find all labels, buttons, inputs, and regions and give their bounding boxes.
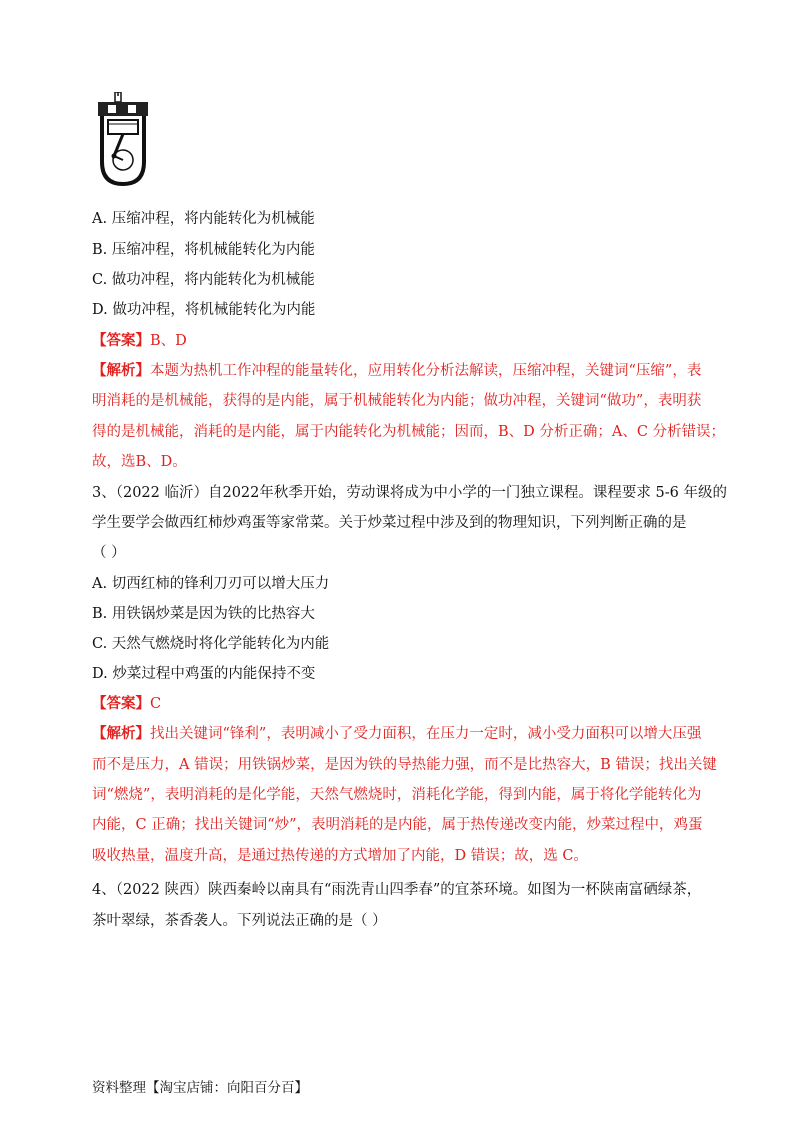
question3-blank: （ ） — [92, 545, 126, 561]
option-b: B. 压缩冲程，将机械能转化为内能 — [92, 242, 315, 258]
q3-option-b: B. 用铁锅炒菜是因为铁的比热容大 — [92, 606, 315, 622]
answer-tag: 【答案】 — [92, 332, 150, 349]
analysis-q3-line-3: 词“燃烧”，表明消耗的是化学能，天然气燃烧时，消耗化学能，得到内能，属于将化学能转化为 — [92, 787, 702, 803]
engine-cylinder-figure — [92, 92, 154, 188]
question4-line-2: 茶叶翠绿，茶香袭人。下列说法正确的是（ ） — [92, 913, 387, 929]
answer-value: B、D — [150, 333, 187, 349]
answer-tag: 【答案】 — [92, 695, 150, 712]
answer-q3 — [92, 694, 161, 714]
q3-option-a: A. 切西红柿的锋利刀刃可以增大压力 — [92, 576, 330, 592]
analysis-tag: 【解析】 — [92, 362, 150, 379]
question4-line-1: 4、（2022 陕西）陕西秦岭以南具有“雨洗青山四季春”的宜茶环境。如图为一杯陕南富硒绿茶， — [92, 882, 702, 898]
question3-line-1: 3、（2022 临沂）自2022年秋季开始，劳动课将成为中小学的一门独立课程。课程要求 5-6 年级的 — [92, 485, 727, 501]
analysis-q2-line-4: 故，选B、D。 — [92, 454, 187, 470]
analysis-q2-line-1 — [92, 361, 701, 381]
analysis-tag: 【解析】 — [92, 725, 150, 742]
analysis-q3-line-2: 而不是压力，A 错误；用铁锅炒菜，是因为铁的导热能力强，而不是比热容大，B 错误；找出关键 — [92, 757, 717, 773]
option-d: D. 做功冲程，将机械能转化为内能 — [92, 302, 316, 318]
analysis-q2-line-3: 得的是机械能，消耗的是内能，属于内能转化为机械能；因而，B、D 分析正确；A、C 分析错误； — [92, 424, 726, 440]
analysis-text: 找出关键词“锋利”，表明减小了受力面积，在压力一定时，减小受力面积可以增大压强 — [150, 726, 702, 742]
option-c: C. 做功冲程，将内能转化为机械能 — [92, 272, 315, 288]
option-a: A. 压缩冲程，将内能转化为机械能 — [92, 211, 315, 227]
answer-value: C — [150, 696, 162, 712]
analysis-q3-line-5: 吸收热量，温度升高，是通过热传递的方式增加了内能，D 错误；故，选 C。 — [92, 848, 588, 864]
question3-line-2: 学生要学会做西红柿炒鸡蛋等家常菜。关于炒菜过程中涉及到的物理知识，下列判断正确的是 — [92, 515, 687, 531]
analysis-q3-line-4: 内能，C 正确；找出关键词“炒”，表明消耗的是内能，属于热传递改变内能，炒菜过程中，鸡蛋 — [92, 817, 703, 833]
analysis-q3-line-1 — [92, 724, 701, 744]
answer-q2 — [92, 331, 187, 351]
analysis-text: 本题为热机工作冲程的能量转化，应用转化分析法解读，压缩冲程，关键词“压缩”，表 — [150, 363, 702, 379]
q3-option-c: C. 天然气燃烧时将化学能转化为内能 — [92, 636, 330, 652]
q3-option-d: D. 炒菜过程中鸡蛋的内能保持不变 — [92, 666, 316, 682]
page-footer: 资料整理【淘宝店铺：向阳百分百】 — [92, 1080, 308, 1096]
analysis-q2-line-2: 明消耗的是机械能，获得的是内能，属于机械能转化为内能；做功冲程，关键词“做功”，表明获 — [92, 393, 702, 409]
